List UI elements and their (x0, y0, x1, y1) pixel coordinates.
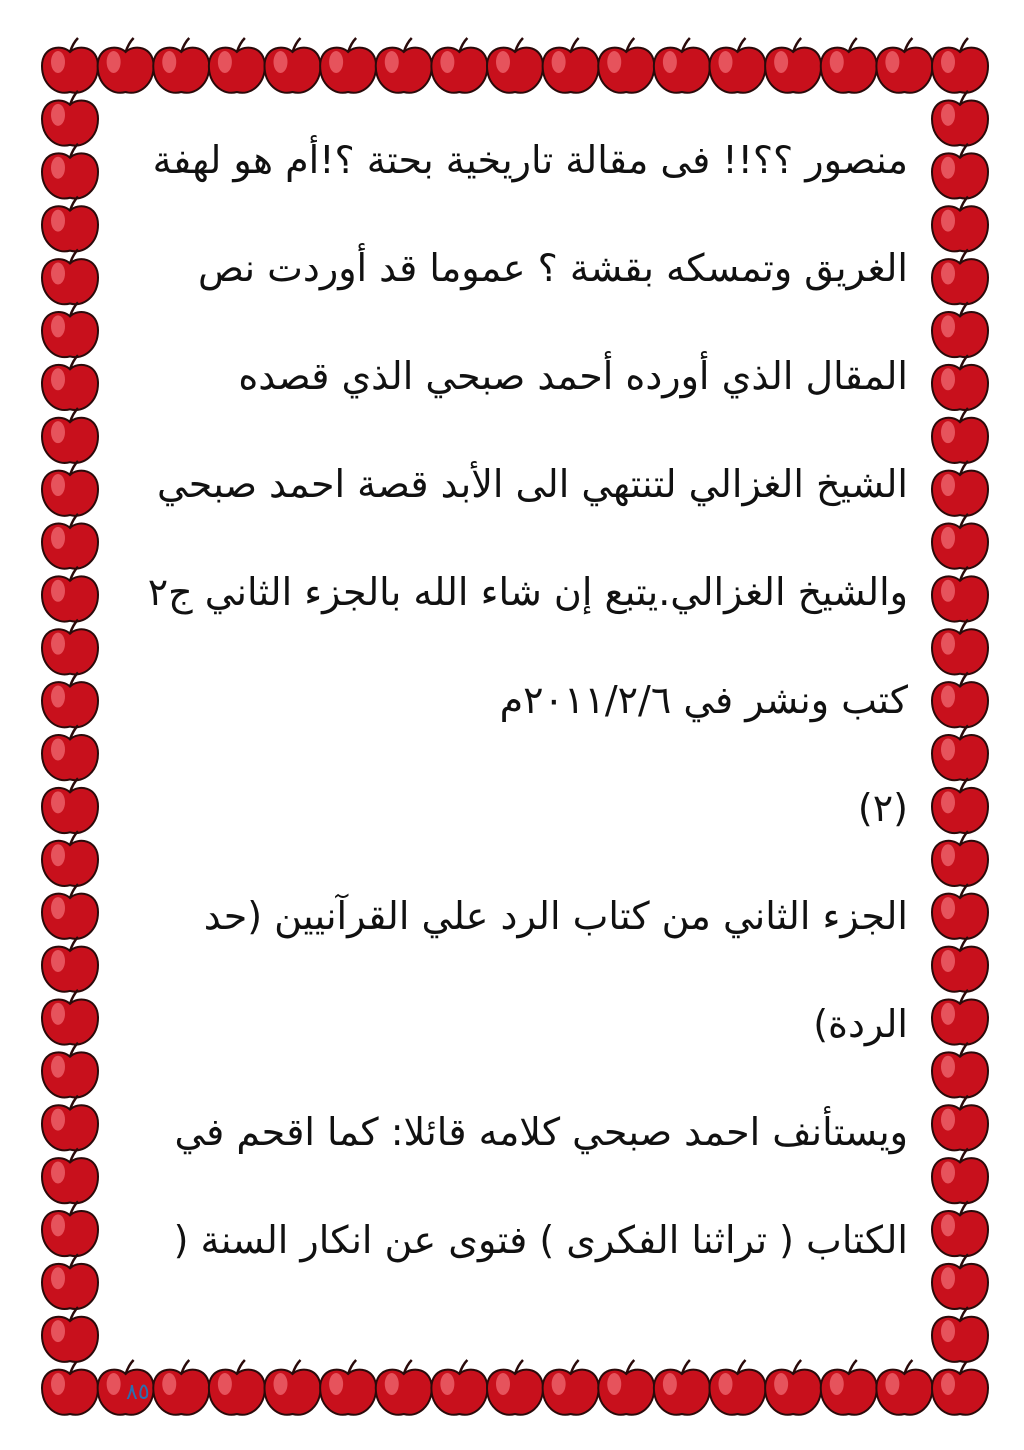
apple-icon (209, 38, 265, 93)
apple-icon (42, 1307, 98, 1362)
apple-icon (932, 990, 988, 1045)
text-line: المقال الذي أورده أحمد صبحي الذي قصده (238, 354, 908, 398)
apple-icon (932, 1043, 988, 1098)
apple-icon (932, 408, 988, 463)
apple-icon (42, 778, 98, 833)
text-line: ويستأنف احمد صبحي كلامه قائلا: كما اقحم في (174, 1110, 908, 1154)
text-line: منصور ؟؟!! فى مقالة تاريخية بحتة ؟!أم هو لهفة (152, 138, 908, 182)
apple-icon (598, 38, 654, 93)
apple-icon (932, 355, 988, 410)
text-line: الشيخ الغزالي لتنتهي الى الأبد قصة احمد صبحي (157, 462, 908, 506)
apple-icon (42, 990, 98, 1045)
apple-icon (932, 197, 988, 252)
apple-icon (932, 831, 988, 886)
apple-icon (932, 514, 988, 569)
apple-icon (654, 38, 710, 93)
apple-icon (376, 38, 432, 93)
apple-icon (42, 1254, 98, 1309)
apple-icon (932, 302, 988, 357)
apple-icon (376, 1360, 432, 1415)
apple-icon (42, 408, 98, 463)
apple-icon (876, 1360, 932, 1415)
apple-icon (42, 567, 98, 622)
apple-icon (932, 620, 988, 675)
apple-icon (932, 1096, 988, 1151)
apple-icon (431, 38, 487, 93)
text-line: كتب ونشر في ٢٠١١/٢/٦م (499, 678, 908, 722)
apple-icon (932, 937, 988, 992)
apple-icon (42, 250, 98, 305)
apple-icon (209, 1360, 265, 1415)
text-line: الغريق وتمسكه بقشة ؟ عموما قد أوردت نص (197, 246, 908, 290)
apple-icon (932, 38, 988, 93)
apple-icon (42, 884, 98, 939)
apple-icon (42, 302, 98, 357)
apple-icon (42, 1201, 98, 1256)
apple-icon (265, 1360, 321, 1415)
apple-icon (98, 38, 154, 93)
apple-icon (932, 461, 988, 516)
apple-icon (42, 38, 98, 93)
apple-icon (153, 38, 209, 93)
apple-icon (932, 1201, 988, 1256)
apple-icon (42, 355, 98, 410)
apple-icon (821, 1360, 877, 1415)
apple-icon (42, 831, 98, 886)
apple-icon (932, 884, 988, 939)
apple-icon (42, 197, 98, 252)
page-number: ٨٥ (126, 1380, 150, 1405)
apple-icon (487, 1360, 543, 1415)
apple-icon (654, 1360, 710, 1415)
apple-icon (876, 38, 932, 93)
text-line: الجزء الثاني من كتاب الرد علي القرآنيين (حد (203, 894, 908, 938)
apple-icon (42, 1360, 98, 1415)
apple-icon (153, 1360, 209, 1415)
apple-icon (42, 725, 98, 780)
apple-icon (42, 91, 98, 146)
apple-icon (543, 38, 599, 93)
apple-icon (710, 38, 766, 93)
apple-icon (932, 1148, 988, 1203)
apple-icon (42, 144, 98, 199)
apple-icon (932, 1307, 988, 1362)
apple-icon (42, 937, 98, 992)
text-line: الكتاب ( تراثنا الفكرى ) فتوى عن انكار السنة ( (173, 1218, 908, 1262)
apple-icon (932, 144, 988, 199)
apple-icon (765, 38, 821, 93)
apple-icon (431, 1360, 487, 1415)
apple-icon (42, 1096, 98, 1151)
apple-icon (42, 1043, 98, 1098)
text-line: (٢) (857, 786, 908, 830)
apple-icon (932, 725, 988, 780)
apple-icon (265, 38, 321, 93)
text-line: الردة) (813, 1002, 908, 1046)
apple-icon (932, 673, 988, 728)
apple-icon (932, 250, 988, 305)
apple-icon (598, 1360, 654, 1415)
apple-icon (543, 1360, 599, 1415)
apple-icon (487, 38, 543, 93)
apple-icon (821, 38, 877, 93)
apple-icon (765, 1360, 821, 1415)
text-line: والشيخ الغزالي.يتبع إن شاء الله بالجزء الثاني ج٢ (147, 570, 908, 614)
apple-icon (320, 1360, 376, 1415)
apple-icon (710, 1360, 766, 1415)
apple-icon (932, 1254, 988, 1309)
apple-icon (932, 778, 988, 833)
apple-icon (932, 567, 988, 622)
apple-icon (320, 38, 376, 93)
apple-icon (42, 673, 98, 728)
apple-icon (932, 1360, 988, 1415)
apple-icon (932, 91, 988, 146)
apple-icon (42, 620, 98, 675)
apple-icon (42, 514, 98, 569)
apple-icon (42, 461, 98, 516)
document-body (118, 112, 908, 1300)
apple-icon (42, 1148, 98, 1203)
